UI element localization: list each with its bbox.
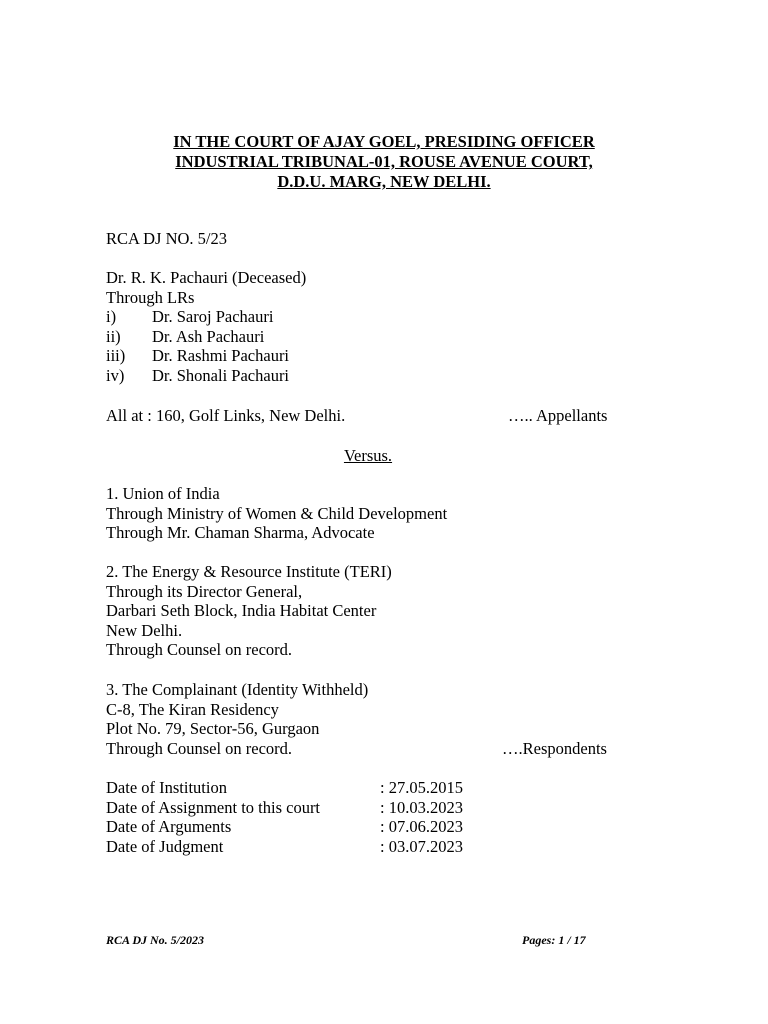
- versus-heading: Versus.: [343, 446, 393, 465]
- respondent-1-line: 1. Union of India: [106, 484, 220, 503]
- date-value: : 03.07.2023: [380, 836, 463, 856]
- lr-item: [106, 366, 306, 386]
- respondent-2-line: New Delhi.: [106, 620, 183, 640]
- respondent-2-line: Darbari Seth Block, India Habitat Center: [106, 601, 377, 620]
- dates-table: [106, 778, 463, 856]
- heading-line-1: IN THE COURT OF AJAY GOEL, PRESIDING OFFICER: [173, 132, 595, 151]
- appellant-name: Dr. R. K. Pachauri (Deceased): [106, 268, 307, 287]
- respondent-2-line: Through its Director General,: [106, 581, 303, 601]
- heading-line-3: D.D.U. MARG, NEW DELHI.: [277, 172, 491, 191]
- respondent-3-line: C-8, The Kiran Residency: [106, 699, 279, 719]
- appellant-block: [106, 268, 306, 385]
- respondent-2-line: 2. The Energy & Resource Institute (TERI): [106, 562, 392, 581]
- footer-case-ref: RCA DJ No. 5/2023: [106, 933, 205, 947]
- lr-name: Dr. Shonali Pachauri: [152, 365, 290, 385]
- respondent-3-line: Plot No. 79, Sector-56, Gurgaon: [106, 719, 320, 738]
- date-label: Date of Judgment: [106, 836, 224, 856]
- appellant-address: All at : 160, Golf Links, New Delhi.: [106, 406, 346, 425]
- lr-item: [106, 327, 306, 347]
- respondent-2: [106, 562, 392, 660]
- respondent-1-line: Through Ministry of Women & Child Development: [106, 503, 448, 523]
- lr-name: Dr. Ash Pachauri: [152, 326, 265, 346]
- date-label: Date of Arguments: [106, 817, 232, 836]
- date-value: : 27.05.2015: [380, 778, 463, 797]
- date-label: Date of Assignment to this court: [106, 797, 321, 817]
- date-value: : 07.06.2023: [380, 817, 463, 836]
- respondent-1: [106, 484, 447, 543]
- lr-name: Dr. Saroj Pachauri: [152, 307, 274, 326]
- lr-item: [106, 346, 306, 366]
- date-row: [106, 778, 463, 798]
- respondents-label: ….Respondents: [502, 739, 607, 758]
- date-row: [106, 837, 463, 857]
- appellant-through: Through LRs: [106, 287, 195, 307]
- date-label: Date of Institution: [106, 778, 227, 797]
- date-value: : 10.03.2023: [380, 797, 463, 817]
- respondent-1-line: Through Mr. Chaman Sharma, Advocate: [106, 523, 375, 542]
- lr-number: iv): [106, 365, 125, 385]
- lr-number: i): [106, 307, 117, 326]
- lr-number: iii): [106, 346, 126, 365]
- lr-item: [106, 307, 306, 327]
- respondent-3-line: Through Counsel on record.: [106, 738, 293, 758]
- respondent-2-line: Through Counsel on record.: [106, 640, 293, 659]
- case-number: RCA DJ NO. 5/23: [106, 229, 228, 248]
- date-row: [106, 798, 463, 818]
- respondent-3-line: 3. The Complainant (Identity Withheld): [106, 680, 369, 699]
- footer-page-number: Pages: 1 / 17: [522, 933, 586, 947]
- lr-name: Dr. Rashmi Pachauri: [152, 346, 290, 365]
- lr-number: ii): [106, 326, 121, 346]
- court-heading: [0, 132, 768, 192]
- date-row: [106, 817, 463, 837]
- appellants-label: ….. Appellants: [508, 406, 608, 425]
- heading-line-2: INDUSTRIAL TRIBUNAL-01, ROUSE AVENUE COURT,: [175, 152, 593, 171]
- respondent-3: [106, 680, 368, 758]
